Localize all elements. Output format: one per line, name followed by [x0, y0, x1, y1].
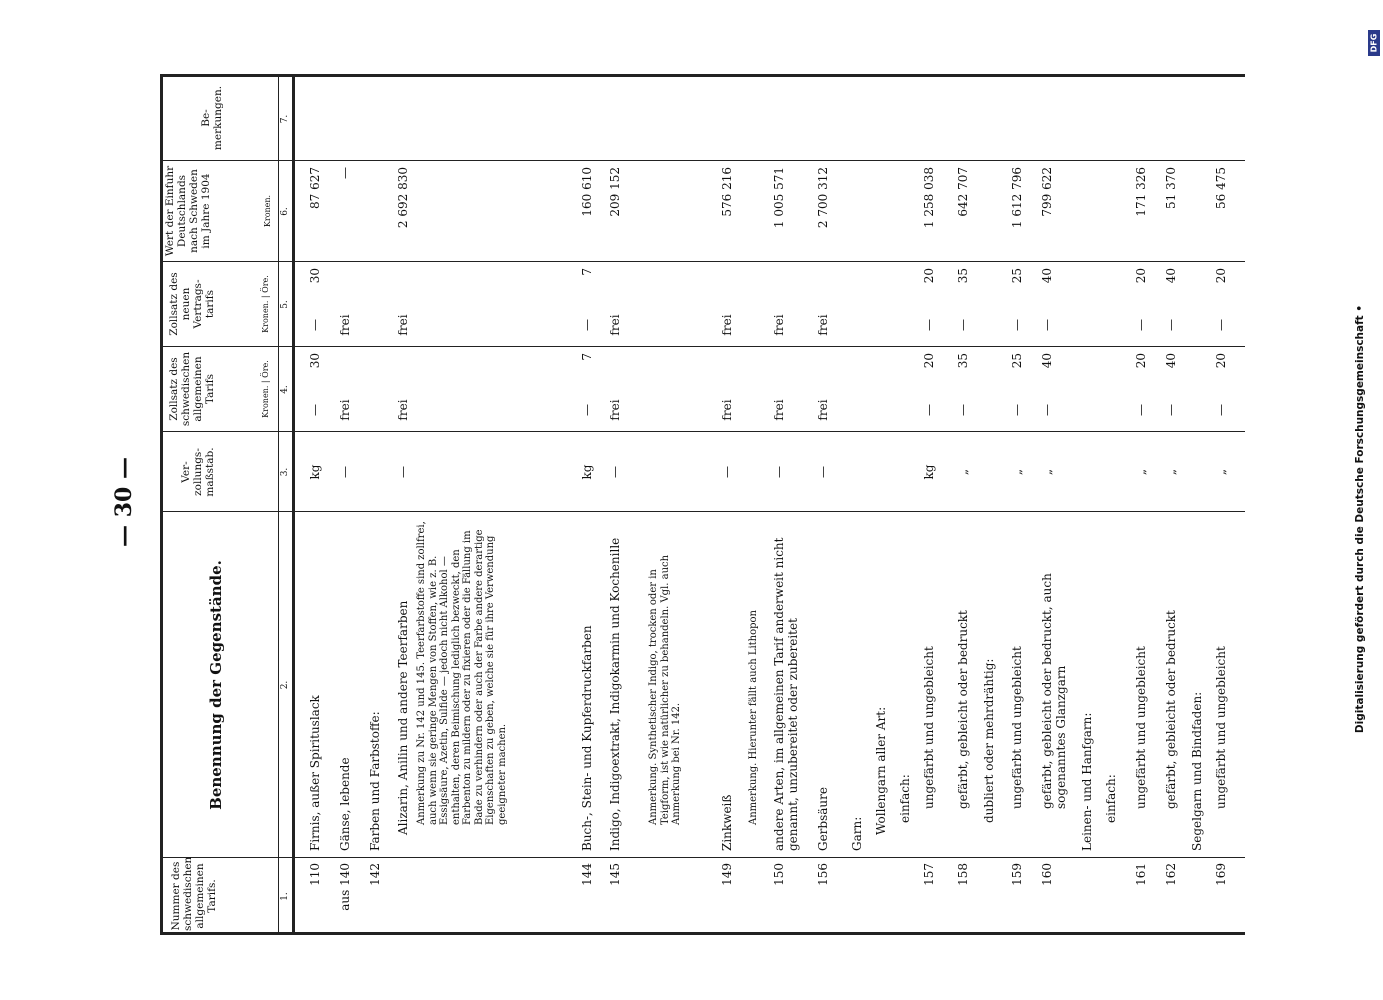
import-value: 576 216: [720, 167, 734, 217]
duty-unit: —: [338, 466, 352, 478]
dfg-logo: DFG: [1368, 30, 1380, 56]
contract-rate-oere: 40: [1040, 268, 1054, 284]
colno-7: 7.: [280, 114, 290, 124]
colno-2: 2.: [280, 680, 290, 690]
tariff-number: 145: [608, 863, 622, 886]
import-value: 209 152: [608, 167, 622, 217]
contract-rate-kronen: —: [956, 319, 970, 331]
page-number: — 30 —: [111, 457, 137, 547]
import-value: 642 707: [956, 167, 970, 217]
item-description: Leinen- und Hanfgarn:: [1080, 712, 1094, 851]
import-value: 1 612 796: [1010, 167, 1024, 229]
item-description: gefärbt, gebleicht oder bedruckt, auch sogenanntes Glanzgarn: [1040, 573, 1068, 809]
general-rate-kronen: frei: [720, 399, 734, 421]
contract-rate-oere: 20: [922, 268, 936, 284]
item-description: dubliert oder mehrdrähtig:: [982, 658, 996, 823]
import-value: 87 627: [308, 167, 322, 209]
contract-rate-kronen: frei: [772, 314, 786, 336]
tariff-number: 159: [1010, 863, 1024, 886]
import-value: 56 475: [1214, 167, 1228, 209]
item-description: Wollengarn aller Art:: [874, 706, 888, 835]
colno-1: 1.: [280, 892, 290, 901]
tariff-number: aus 140: [338, 863, 352, 911]
contract-rate-kronen: frei: [396, 314, 410, 336]
duty-unit: kg: [922, 464, 936, 480]
table-note: Anmerkung. Synthetischer Indigo, trocken oder in Teigform, ist wie natürlicher zu behandeln. Vgl. auch Anmerkung bei Nr. 142.: [648, 554, 682, 825]
tariff-number: 158: [956, 863, 970, 886]
colno-6: 6.: [280, 207, 290, 216]
general-rate-oere: 7: [580, 353, 594, 361]
tariff-number: 142: [368, 863, 382, 886]
item-description: ungefärbt und ungebleicht: [1010, 646, 1024, 809]
general-rate-kronen: —: [1010, 404, 1024, 416]
general-rate-oere: 35: [956, 353, 970, 369]
duty-unit: —: [608, 466, 622, 478]
duty-unit: „: [1010, 468, 1024, 476]
duty-unit: „: [1040, 468, 1054, 476]
duty-unit: „: [1214, 468, 1228, 476]
colno-3: 3.: [280, 467, 290, 477]
contract-rate-kronen: —: [1164, 319, 1178, 331]
contract-rate-oere: 35: [956, 268, 970, 284]
item-description: Indigo, Indigoextrakt, Indigokarmin und Kochenille: [608, 537, 622, 851]
contract-rate-oere: 7: [580, 268, 594, 276]
contract-rate-kronen: —: [308, 319, 322, 331]
item-description: Gänse, lebende: [338, 757, 352, 851]
general-rate-kronen: —: [1214, 404, 1228, 416]
item-description: ungefärbt und ungebleicht: [1134, 646, 1148, 809]
general-rate-kronen: —: [1164, 404, 1178, 416]
tariff-number: 157: [922, 863, 936, 886]
import-value: 2 692 830: [396, 167, 410, 229]
import-value: 171 326: [1134, 167, 1148, 217]
general-rate-oere: 20: [1214, 353, 1228, 369]
header-col3: Ver- zollungs- maßstab.: [180, 447, 216, 497]
general-rate-oere: 40: [1164, 353, 1178, 369]
duty-unit: —: [816, 466, 830, 478]
general-rate-kronen: —: [308, 404, 322, 416]
contract-rate-kronen: frei: [816, 314, 830, 336]
general-rate-kronen: frei: [608, 399, 622, 421]
header-col4: Zollsatz des schwedischen allgemeinen Tarifs: [168, 351, 216, 427]
contract-rate-kronen: —: [1134, 319, 1148, 331]
duty-unit: kg: [308, 464, 322, 480]
general-rate-kronen: frei: [772, 399, 786, 421]
general-rate-kronen: frei: [816, 399, 830, 421]
tariff-number: 150: [772, 863, 786, 886]
tariff-table: [160, 75, 1245, 935]
duty-unit: —: [720, 466, 734, 478]
colno-5: 5.: [280, 300, 290, 309]
general-rate-kronen: —: [1134, 404, 1148, 416]
import-value: 160 610: [580, 167, 594, 217]
item-description: Alizarin, Anilin und andere Teerfarben: [396, 600, 410, 835]
import-value: —: [338, 167, 352, 179]
general-rate-kronen: —: [922, 404, 936, 416]
general-rate-kronen: —: [1040, 404, 1054, 416]
tariff-number: 162: [1164, 863, 1178, 886]
contract-rate-kronen: frei: [720, 314, 734, 336]
import-value: 1 258 038: [922, 167, 936, 229]
header-col5-sub: Kronen. | Öre.: [261, 275, 270, 333]
item-description: Segelgarn und Bindfaden:: [1190, 691, 1204, 851]
credit-line: DFG Digitalisierung gefördert durch die Deutsche Forschungsgemeinschaft •: [1340, 30, 1380, 970]
general-rate-kronen: —: [580, 404, 594, 416]
item-description: ungefärbt und ungebleicht: [922, 646, 936, 809]
general-rate-oere: 30: [308, 353, 322, 369]
item-description: einfach:: [1104, 774, 1118, 823]
contract-rate-oere: 20: [1134, 268, 1148, 284]
header-col6: Wert der Einfuhr Deutschlands nach Schweden im Jahre 1904: [164, 165, 212, 257]
contract-rate-oere: 20: [1214, 268, 1228, 284]
import-value: 2 700 312: [816, 167, 830, 229]
contract-rate-oere: 25: [1010, 268, 1024, 284]
item-description: Buch-, Stein- und Kupferdruckfarben: [580, 625, 594, 851]
duty-unit: —: [772, 466, 786, 478]
item-description: gefärbt, gebleicht oder bedruckt: [1164, 610, 1178, 809]
header-col1: Nummer des schwedischen allgemeinen Tarifs.: [170, 856, 218, 931]
tariff-number: 160: [1040, 863, 1054, 886]
contract-rate-kronen: —: [922, 319, 936, 331]
tariff-number: 169: [1214, 863, 1228, 886]
header-col6-sub: Kronen.: [263, 194, 272, 228]
general-rate-oere: 20: [922, 353, 936, 369]
contract-rate-oere: 40: [1164, 268, 1178, 284]
header-col2: Benennung der Gegenstände.: [207, 560, 225, 810]
contract-rate-kronen: —: [1010, 319, 1024, 331]
general-rate-oere: 25: [1010, 353, 1024, 369]
contract-rate-kronen: —: [1040, 319, 1054, 331]
import-value: 51 370: [1164, 167, 1178, 209]
tariff-number: 110: [308, 863, 322, 886]
contract-rate-kronen: —: [1214, 319, 1228, 331]
table-note: Anmerkung zu Nr. 142 und 145. Teerfarbstoffe sind zollfrei, auch wenn sie geringe Mengen von Stoffen, wie z. B. Essigsäure, Azetin, Sulfide — jedoch nicht Alkohol — enthalten, deren Beimischung lediglich bezweckt, den Farbenton zu mildern oder zu fixieren oder die Fällung im Bade zu verhindern oder auch der Farbe andere derartige Eigenschaften zu geben, welche sie für ihre Verwendung geeigneter machen.: [416, 521, 508, 825]
colno-4: 4.: [280, 385, 290, 394]
contract-rate-kronen: frei: [608, 314, 622, 336]
item-description: einfach:: [898, 774, 912, 823]
duty-unit: „: [1164, 468, 1178, 476]
general-rate-kronen: frei: [338, 399, 352, 421]
tariff-number: 156: [816, 863, 830, 886]
general-rate-kronen: frei: [396, 399, 410, 421]
item-description: ungefärbt und ungebleicht: [1214, 646, 1228, 809]
tariff-number: 144: [580, 863, 594, 886]
item-description: Farben und Farbstoffe:: [368, 711, 382, 851]
duty-unit: kg: [580, 464, 594, 480]
item-description: Firnis, außer Spirituslack: [308, 695, 322, 851]
item-description: Zinkweiß: [720, 794, 734, 851]
general-rate-kronen: —: [956, 404, 970, 416]
general-rate-oere: 40: [1040, 353, 1054, 369]
contract-rate-oere: 30: [308, 268, 322, 284]
contract-rate-kronen: frei: [338, 314, 352, 336]
item-description: gefärbt, gebleicht oder bedruckt: [956, 610, 970, 809]
duty-unit: —: [396, 466, 410, 478]
duty-unit: „: [956, 468, 970, 476]
duty-unit: „: [1134, 468, 1148, 476]
tariff-number: 149: [720, 863, 734, 886]
header-col5: Zollsatz des neuen Vertrags- tarifs: [168, 272, 216, 336]
table-note: Anmerkung. Hierunter fällt auch Lithopon: [748, 610, 759, 825]
item-description: Gerbsäure: [816, 787, 830, 851]
item-description: andere Arten, im allgemeinen Tarif anderweit nicht genannt, unzubereitet oder zubereitet: [772, 537, 800, 851]
header-col4-sub: Kronen. | Öre.: [261, 360, 270, 418]
general-rate-oere: 20: [1134, 353, 1148, 369]
import-value: 799 622: [1040, 167, 1054, 217]
item-description: Garn:: [850, 816, 864, 851]
tariff-number: 161: [1134, 863, 1148, 886]
import-value: 1 005 571: [772, 167, 786, 229]
contract-rate-kronen: —: [580, 319, 594, 331]
header-col7: Be- merkungen.: [200, 85, 224, 151]
